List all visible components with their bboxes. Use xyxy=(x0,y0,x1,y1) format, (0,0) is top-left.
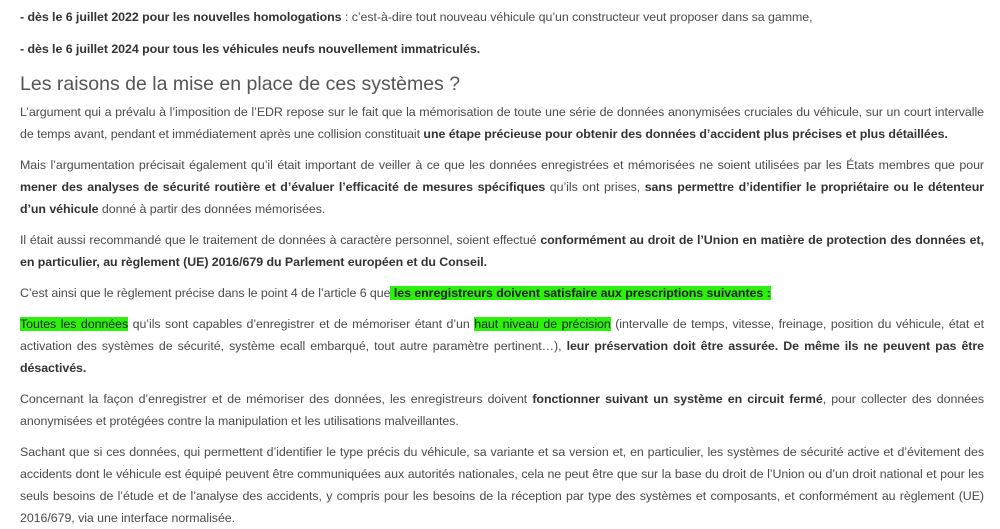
paragraph-bold: sans permettre d’identifier le propriétaire ou le détenteur d’un véhicule xyxy=(20,180,984,216)
paragraph-text: Sachant que si ces données, qui permettent d’identifier le type précis du véhicule, sa variante et sa version et, en particulier, les systèmes de sécurité active et d’évitement des accidents dont le véhicule est équipé peuvent être communiquées aux autorités nationales, cela ne peut être que sur la base du droit de l’Union ou d’un droit national et pour les seuls besoins de l’étude et de l’analyse des accidents, y compris pour les besoins de la réception par type des systèmes et composants, et conformément au règlement (UE) 2016/679, via une interface normalisée. xyxy=(20,445,984,525)
paragraph-bold: leur préservation doit être assurée. De même ils ne peuvent pas être désactivés. xyxy=(20,339,984,375)
paragraph-data-protection xyxy=(20,229,984,273)
section-title: Les raisons de la mise en place de ces systèmes ? xyxy=(20,73,461,95)
paragraph-bold: mener des analyses de sécurité routière et d’évaluer l’efficacité de mesures spécifiques xyxy=(20,180,546,194)
list-item-text: : c’est-à-dire tout nouveau véhicule qu’un constructeur veut proposer dans sa gamme, xyxy=(341,10,813,24)
paragraph-text: , pour collecter des données anonymisées et protégées contre la manipulation et les utilisations malveillantes. xyxy=(20,392,984,428)
paragraph-text: Concernant la façon d’enregistrer et de mémoriser des données, les enregistreurs doivent xyxy=(20,392,533,406)
paragraph-text: (intervalle de temps, vitesse, freinage, position du véhicule, état et activation des systèmes de sécurité, système ecall embarqué, tout autre paramètre pertinent…), xyxy=(20,317,985,353)
paragraph-closed-circuit xyxy=(20,388,984,432)
paragraph-argument xyxy=(20,101,984,145)
highlighted-text: haut niveau de précision xyxy=(474,317,611,331)
list-item-2024 xyxy=(20,38,984,60)
paragraph-bold: fonctionner suivant un système en circuit fermé xyxy=(532,392,823,406)
paragraph-all-data xyxy=(20,313,984,379)
paragraph-text: donné à partir des données mémorisées. xyxy=(98,202,326,216)
paragraph-bold: une étape précieuse pour obtenir des données d’accident plus précises et plus détaillées. xyxy=(423,127,948,141)
paragraph-text: Mais l’argumentation précisait également qu’il était important de veiller à ce que les données enregistrées et mémorisées ne soient utilisées par les États membres que pour xyxy=(20,158,984,172)
paragraph-bold: conformément au droit de l’Union en matière de protection des données et, en particulier, au règlement (UE) 2016/679 du Parlement européen et du Conseil. xyxy=(20,233,984,269)
paragraph-text: C’est ainsi que le règlement précise dans le point 4 de l’article 6 que xyxy=(20,286,391,300)
paragraph-regulation xyxy=(20,282,984,304)
paragraph-text: qu’ils ont prises, xyxy=(545,180,645,194)
list-item-bold: - dès le 6 juillet 2022 pour les nouvelles homologations xyxy=(20,10,342,24)
list-item-bold: - dès le 6 juillet 2024 pour tous les véhicules neufs nouvellement immatriculés. xyxy=(20,42,481,56)
paragraph-argumentation xyxy=(20,154,984,220)
paragraph-national-authorities xyxy=(20,441,984,529)
paragraph-text: L’argument qui a prévalu à l’imposition de l’EDR repose sur le fait que la mémorisation de toute une série de données anonymisées cruciales du véhicule, sur un court intervalle de temps avant, pendant et immédiatement après une collision constituait xyxy=(20,105,984,141)
paragraph-text: Il était aussi recommandé que le traitement de données à caractère personnel, soient effectué xyxy=(20,233,541,247)
list-item-2022 xyxy=(20,0,984,28)
paragraph-text: qu’ils sont capables d’enregistrer et de mémoriser étant d’un xyxy=(128,317,475,331)
highlighted-bold-text: les enregistreurs doivent satisfaire aux prescriptions suivantes : xyxy=(390,286,771,300)
highlighted-text: Toutes les données xyxy=(20,317,129,331)
